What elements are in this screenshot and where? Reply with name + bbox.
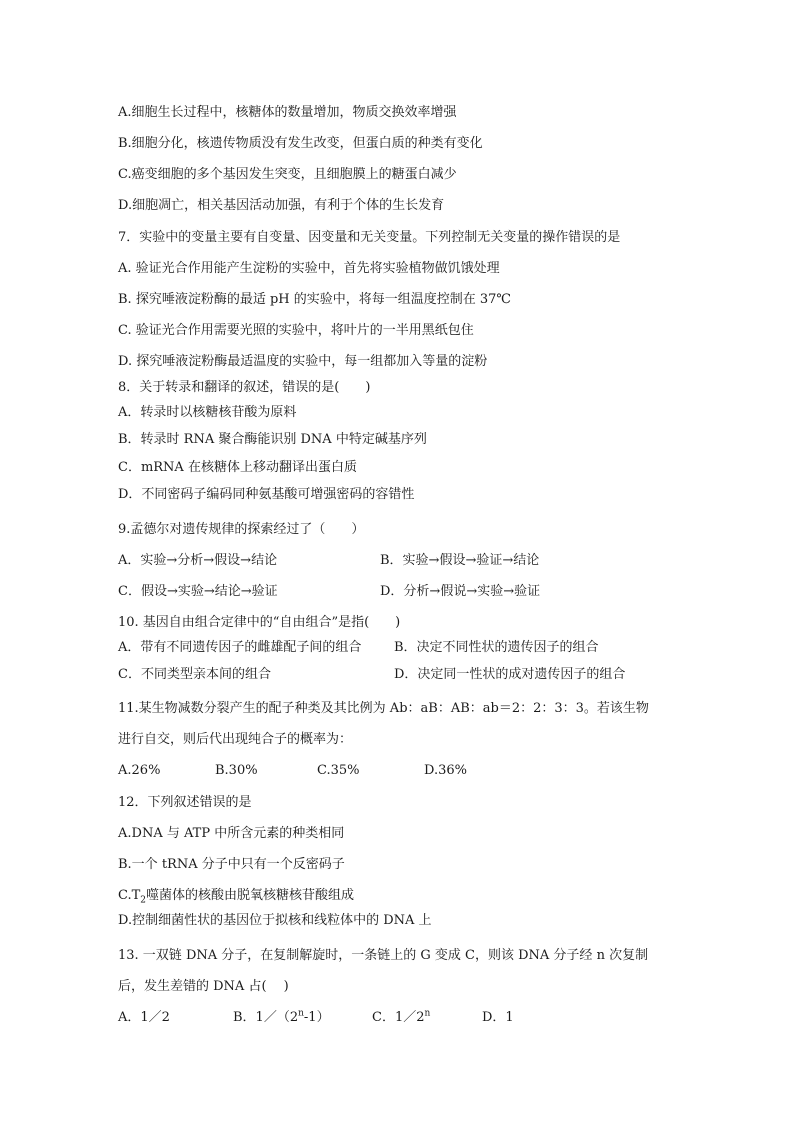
q12-option-d: D.控制细菌性状的基因位于拟核和线粒体中的 DNA 上 <box>118 913 432 928</box>
q12-stem: 12．下列叙述错误的是 <box>118 795 252 810</box>
q11-option-c: C.35% <box>317 763 360 778</box>
q6-option-d: D.细胞凋亡，相关基因活动加强，有利于个体的生长发育 <box>118 198 445 213</box>
q6-option-b: B.细胞分化，核遗传物质没有发生改变，但蛋白质的种类有变化 <box>118 136 483 151</box>
q13b-prefix: B．1／（2 <box>233 1010 299 1025</box>
q13-option-d: D．1 <box>482 1010 514 1025</box>
q12-option-b: B.一个 tRNA 分子中只有一个反密码子 <box>118 857 345 872</box>
q13b-suffix: -1） <box>303 1010 330 1025</box>
q8-option-a: A．转录时以核糖核苷酸为原料 <box>118 405 297 420</box>
q13c-prefix: C．1／2 <box>372 1010 425 1025</box>
q11-stem-cont: 进行自交，则后代出现纯合子的概率为： <box>118 732 353 747</box>
q9-option-d: D．分析→假说→实验→验证 <box>380 584 541 599</box>
q9-option-a: A．实验→分析→假设→结论 <box>118 553 278 568</box>
q10-option-c: C．不同类型亲本间的组合 <box>118 667 271 682</box>
q7-option-a: A. 验证光合作用能产生淀粉的实验中，首先将实验植物做饥饿处理 <box>118 261 500 276</box>
q12-option-a: A.DNA 与 ATP 中所含元素的种类相同 <box>118 826 345 841</box>
q10-stem: 10. 基因自由组合定律中的“自由组合”是指( ) <box>118 615 401 630</box>
q13b-superscript: n <box>298 1008 304 1019</box>
q8-option-c: C．mRNA 在核糖体上移动翻译出蛋白质 <box>118 460 357 475</box>
q10-option-d: D．决定同一性状的成对遗传因子的组合 <box>394 667 626 682</box>
q12c-prefix: C.T <box>118 888 141 903</box>
q7-stem: 7．实验中的变量主要有自变量、因变量和无关变量。下列控制无关变量的操作错误的是 <box>118 230 621 245</box>
q7-option-c: C. 验证光合作用需要光照的实验中，将叶片的一半用黑纸包住 <box>118 323 474 338</box>
q11-stem: 11.某生物减数分裂产生的配子种类及其比例为 Ab：aB：AB：ab＝2：2：3：3。若该生物 <box>118 701 649 716</box>
q12-option-c <box>118 888 354 904</box>
q10-option-b: B．决定不同性状的遗传因子的组合 <box>394 640 599 655</box>
q9-option-c: C．假设→实验→结论→验证 <box>118 584 278 599</box>
q12c-subscript: 2 <box>140 895 147 906</box>
q11-option-a: A.26% <box>118 763 161 778</box>
q13-stem: 13. 一双链 DNA 分子，在复制解旋时，一条链上的 G 变成 C，则该 DNA 分子经 n 次复制 <box>118 948 649 963</box>
q11-option-b: B.30% <box>215 763 258 778</box>
q13-option-b <box>233 1010 330 1026</box>
q13-option-a: A．1／2 <box>118 1010 170 1025</box>
q7-option-b: B. 探究唾液淀粉酶的最适 pH 的实验中，将每一组温度控制在 37℃ <box>118 292 511 307</box>
q9-stem: 9.孟德尔对遗传规律的探索经过了（ ） <box>118 522 365 537</box>
q13c-superscript: n <box>424 1008 431 1019</box>
q8-option-b: B．转录时 RNA 聚合酶能识别 DNA 中特定碱基序列 <box>118 432 427 447</box>
q8-stem: 8．关于转录和翻译的叙述，错误的是( ) <box>118 380 371 395</box>
q8-option-d: D．不同密码子编码同种氨基酸可增强密码的容错性 <box>118 487 415 502</box>
q7-option-d: D. 探究唾液淀粉酶最适温度的实验中，每一组都加入等量的淀粉 <box>118 354 488 369</box>
q10-option-a: A．带有不同遗传因子的雌雄配子间的组合 <box>118 640 362 655</box>
q6-option-a: A.细胞生长过程中，核糖体的数量增加，物质交换效率增强 <box>118 105 457 120</box>
q11-option-d: D.36% <box>424 763 467 778</box>
q12c-text: 噬菌体的核酸由脱氧核糖核苷酸组成 <box>146 888 355 903</box>
q9-option-b: B．实验→假设→验证→结论 <box>380 553 540 568</box>
q13-stem-cont: 后，发生差错的 DNA 占( ) <box>118 979 289 994</box>
q6-option-c: C.癌变细胞的多个基因发生突变，且细胞膜上的糖蛋白减少 <box>118 167 457 182</box>
q13-option-c <box>372 1010 430 1026</box>
